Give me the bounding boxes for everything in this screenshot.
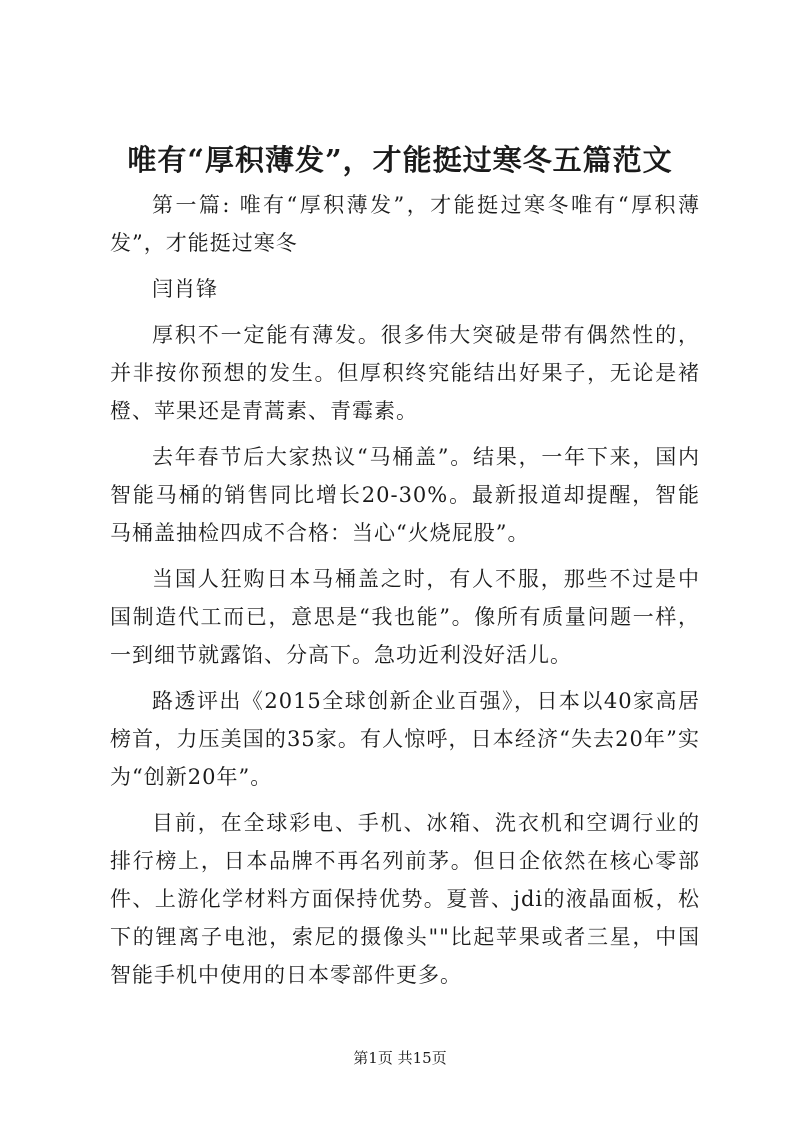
paragraph: 去年春节后大家热议“马桶盖”。结果，一年下来，国内智能马桶的销售同比增长20-30%。最新报道却提醒，智能马桶盖抽检四成不合格：当心“火烧屁股”。 <box>110 445 700 545</box>
paragraph: 厚积不一定能有薄发。很多伟大突破是带有偶然性的，并非按你预想的发生。但厚积终究能结出好果子，无论是褚橙、苹果还是青蒿素、青霉素。 <box>110 323 700 423</box>
paragraph-heading: 第一篇: 唯有“厚积薄发”，才能挺过寒冬唯有“厚积薄发”，才能挺过寒冬 <box>110 193 700 255</box>
paragraph-author: 闫肖锋 <box>152 277 218 301</box>
paragraph: 当国人狂购日本马桶盖之时，有人不服，那些不过是中国制造代工而已，意思是“我也能”。像所有质量问题一样，一到细节就露馅、分高下。急功近利没好活儿。 <box>110 567 700 667</box>
page-number-footer: 第1页 共15页 <box>353 1049 447 1067</box>
paragraph: 路透评出《2015全球创新企业百强》，日本以40家高居榜首，力压美国的35家。有人惊呼，日本经济“失去20年”实为“创新20年”。 <box>110 689 700 789</box>
paragraph: 目前，在全球彩电、手机、冰箱、洗衣机和空调行业的排行榜上，日本品牌不再名列前茅。但日企依然在核心零部件、上游化学材料方面保持优势。夏普、jdi的液晶面板，松下的锂离子电池，索尼的摄像头""比起苹果或者三星，中国智能手机中使用的日本零部件更多。 <box>110 811 700 987</box>
document-body <box>110 186 700 1002</box>
document-title: 唯有“厚积薄发”，才能挺过寒冬五篇范文 <box>127 143 673 177</box>
